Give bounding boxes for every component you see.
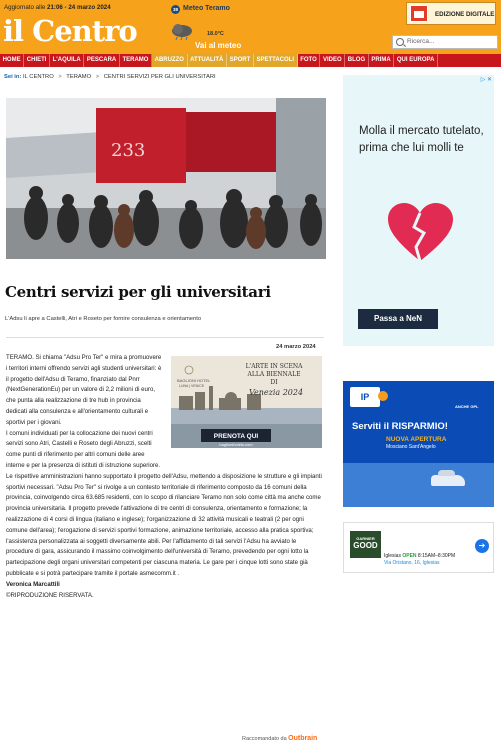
nav-item-pescara[interactable]: PESCARA <box>84 54 120 67</box>
ad-subheadline: NUOVA APERTURA <box>386 436 447 443</box>
article-body <box>6 353 324 601</box>
ad-brand-line2: LUNA | VENICE <box>179 384 205 388</box>
breadcrumb-separator: > <box>95 74 100 80</box>
ad-road-image <box>343 463 494 507</box>
store-info <box>384 553 455 559</box>
search-input[interactable] <box>392 35 498 49</box>
article-paragraph: Le rispettive amministrazioni hanno supportato il progetto dell'Adsu, mettendo a disposizione le strutture e gli impianti sportivi necessari. "Adsu Pro Ter" si rivolge a un contesto territoriale di riferimento composto da 16 comuni della provincia, coinvolgendo circa 63.685 residenti, con lo scopo di rilanciare Teramo non solo come città ma anche come provincia universitaria. Il progetto prevede l'attivazione di tre centri di consulenza, orientamento e formazione; la realizzazione di 4 corsi di lingua (italiano e inglese); l'organizzazione di 32 attività musicali e teatrali (2 per ogni comune dell'area); l'erogazione di servizi sportivi formazione, animazione territoriale, accesso alla pratica sportiva; l'assistenza personalizzata ai soggetti diversamente abili. Per l'affidamento di tali servizi l'Adsu ha avviato le procedure di gara, assicurando il massimo coinvolgimento dell'università di Teramo, prevedendo per ogni lotto la partecipazione degli organi universitari competenti per ciascuna materia. Le gare per i cinque lotti sono state già pubblicate e si potrà partecipare tramite il portale asmecomm.it . <box>6 472 322 577</box>
ad-headline-4: Venezia 2024 <box>248 388 304 397</box>
store-logo <box>350 531 381 558</box>
nav-item-abruzzo[interactable]: ABRUZZO <box>152 54 188 67</box>
outbrain-widget[interactable] <box>242 735 317 742</box>
newspaper-icon <box>410 5 428 22</box>
sidebar-ad-store[interactable] <box>343 522 494 573</box>
store-hours: 8:15AM–8:30PM <box>417 553 456 559</box>
nav-item-blog[interactable]: BLOG <box>345 54 369 67</box>
ad-headline: Serviti il RISPARMIO! <box>352 421 448 432</box>
article-author: Veronica Marcattili <box>6 580 60 588</box>
nav-item-attualita[interactable]: ATTUALITÀ <box>188 54 227 67</box>
search-icon <box>396 38 404 46</box>
nav-item-video[interactable]: VIDEO <box>320 54 345 67</box>
site-logo[interactable]: il Centro <box>3 14 137 48</box>
store-logo-line1: GARNIER <box>356 536 375 541</box>
store-address[interactable]: Via Oristano, 16, Iglesias <box>384 560 440 566</box>
store-name: Iglesias <box>384 553 401 559</box>
breadcrumb-label: Sei in: <box>4 74 22 80</box>
main-nav <box>0 54 501 67</box>
adchoices-icon[interactable]: ▷ ✕ <box>480 77 492 83</box>
weather-title[interactable]: Meteo Teramo <box>183 5 230 12</box>
ad-badge: ANCHE GPL <box>455 404 479 409</box>
ad-url: baglionihotels.com <box>219 442 253 447</box>
weather-badge: 38 <box>172 7 178 12</box>
ad-headline-2: ALLA BIENNALE <box>247 371 301 378</box>
cloud-rain-icon <box>171 23 193 41</box>
nav-item-home[interactable]: HOME <box>0 54 24 67</box>
ad-cta-button[interactable]: Passa a NeN <box>358 309 438 329</box>
outbrain-label: Raccomandato da <box>242 736 287 742</box>
breadcrumb-item: CENTRI SERVIZI PER GLI UNIVERSITARI <box>103 74 216 80</box>
ad-headline-1: L'ARTE IN SCENA <box>245 363 303 370</box>
nav-item-foto[interactable]: FOTO <box>298 54 321 67</box>
divider <box>6 337 324 338</box>
car-image <box>431 475 465 486</box>
nav-item-teramo[interactable]: TERAMO <box>120 54 152 67</box>
weather-link[interactable]: Vai al meteo <box>195 41 242 50</box>
inline-hotel-ad[interactable] <box>171 356 322 448</box>
article-copyright: ©RIPRODUZIONE RISERVATA. <box>6 591 94 599</box>
ip-logo: IP <box>350 387 380 407</box>
nav-item-prima[interactable]: PRIMA <box>369 54 395 67</box>
article-title: Centri servizi per gli universitari <box>5 283 271 301</box>
hero-room-number: 233 <box>111 140 146 161</box>
article-hero-image <box>6 98 326 259</box>
sidebar-ad-fuel[interactable] <box>343 381 494 507</box>
article-date: 24 marzo 2024 <box>276 344 316 350</box>
store-open-status: OPEN <box>402 553 417 559</box>
site-header <box>0 0 501 54</box>
directions-icon[interactable]: ➔ <box>475 539 489 553</box>
broken-heart-icon <box>388 203 453 263</box>
nav-item-spettacoli[interactable]: SPETTACOLI <box>254 54 298 67</box>
sidebar-ad-energy[interactable] <box>343 75 494 346</box>
outbrain-logo: Outbrain <box>288 735 318 742</box>
ad-address: Mosciano Sant'Angelo <box>386 444 436 450</box>
article-subtitle: L'Adsu li apre a Castelli, Atri e Roseto per fornire consulenza e orientamento <box>5 316 202 322</box>
nav-item-sport[interactable]: SPORT <box>227 54 254 67</box>
breadcrumb-item[interactable]: TERAMO <box>66 74 92 80</box>
weather-temperature: 18.0°C <box>207 31 224 37</box>
breadcrumb-item[interactable]: IL CENTRO <box>23 74 54 80</box>
ad-headline: Molla il mercato tutelato, prima che lui molli te <box>359 125 484 154</box>
digital-edition-label: EDIZIONE DIGITALE <box>435 11 495 18</box>
nav-item-qui-europa[interactable]: QUI EUROPA <box>394 54 438 67</box>
search-placeholder: Ricerca... <box>407 38 435 45</box>
nav-item-laquila[interactable]: L'AQUILA <box>50 54 84 67</box>
update-label: Aggiornato alle <box>4 4 46 11</box>
update-timestamp <box>4 4 111 11</box>
breadcrumb-separator: > <box>58 74 62 80</box>
venice-ad-image <box>171 356 322 448</box>
article-paragraph: TERAMO. Si chiama "Adsu Pro Ter" e mira a promuovere i territori interni offrendo servizi agli studenti universitari: è il progetto dell'Adsu di Teramo, finanziato dal Pnrr (NextGenerationEu) per un valore di 2,2 milioni di euro, che punta alla realizzazione di tre hub in provincia dedicati alla consulenza e all'orientamento culturali e sportivi per i giovani. <box>6 354 162 426</box>
breadcrumb <box>4 74 216 80</box>
nav-item-chieti[interactable]: CHIETI <box>24 54 50 67</box>
store-logo-line2: GOOD <box>353 541 378 550</box>
ad-headline-3: DI <box>270 379 278 386</box>
ad-brand-line1: BAGLIONI HOTEL <box>177 378 211 383</box>
digital-edition-button[interactable] <box>406 2 496 25</box>
ad-cta-button[interactable]: PRENOTA QUI <box>213 433 259 440</box>
article-paragraph: I comuni individuati per la collocazione dei nuovi centri servizi sono Atri, Castelli e Roseto degli Abruzzi, scelti come punti di riferimento per altri comuni delle aree interne e per la presenza di istituti di istruzione superiore. <box>6 429 161 469</box>
update-time: 21:06 - 24 marzo 2024 <box>47 4 111 11</box>
